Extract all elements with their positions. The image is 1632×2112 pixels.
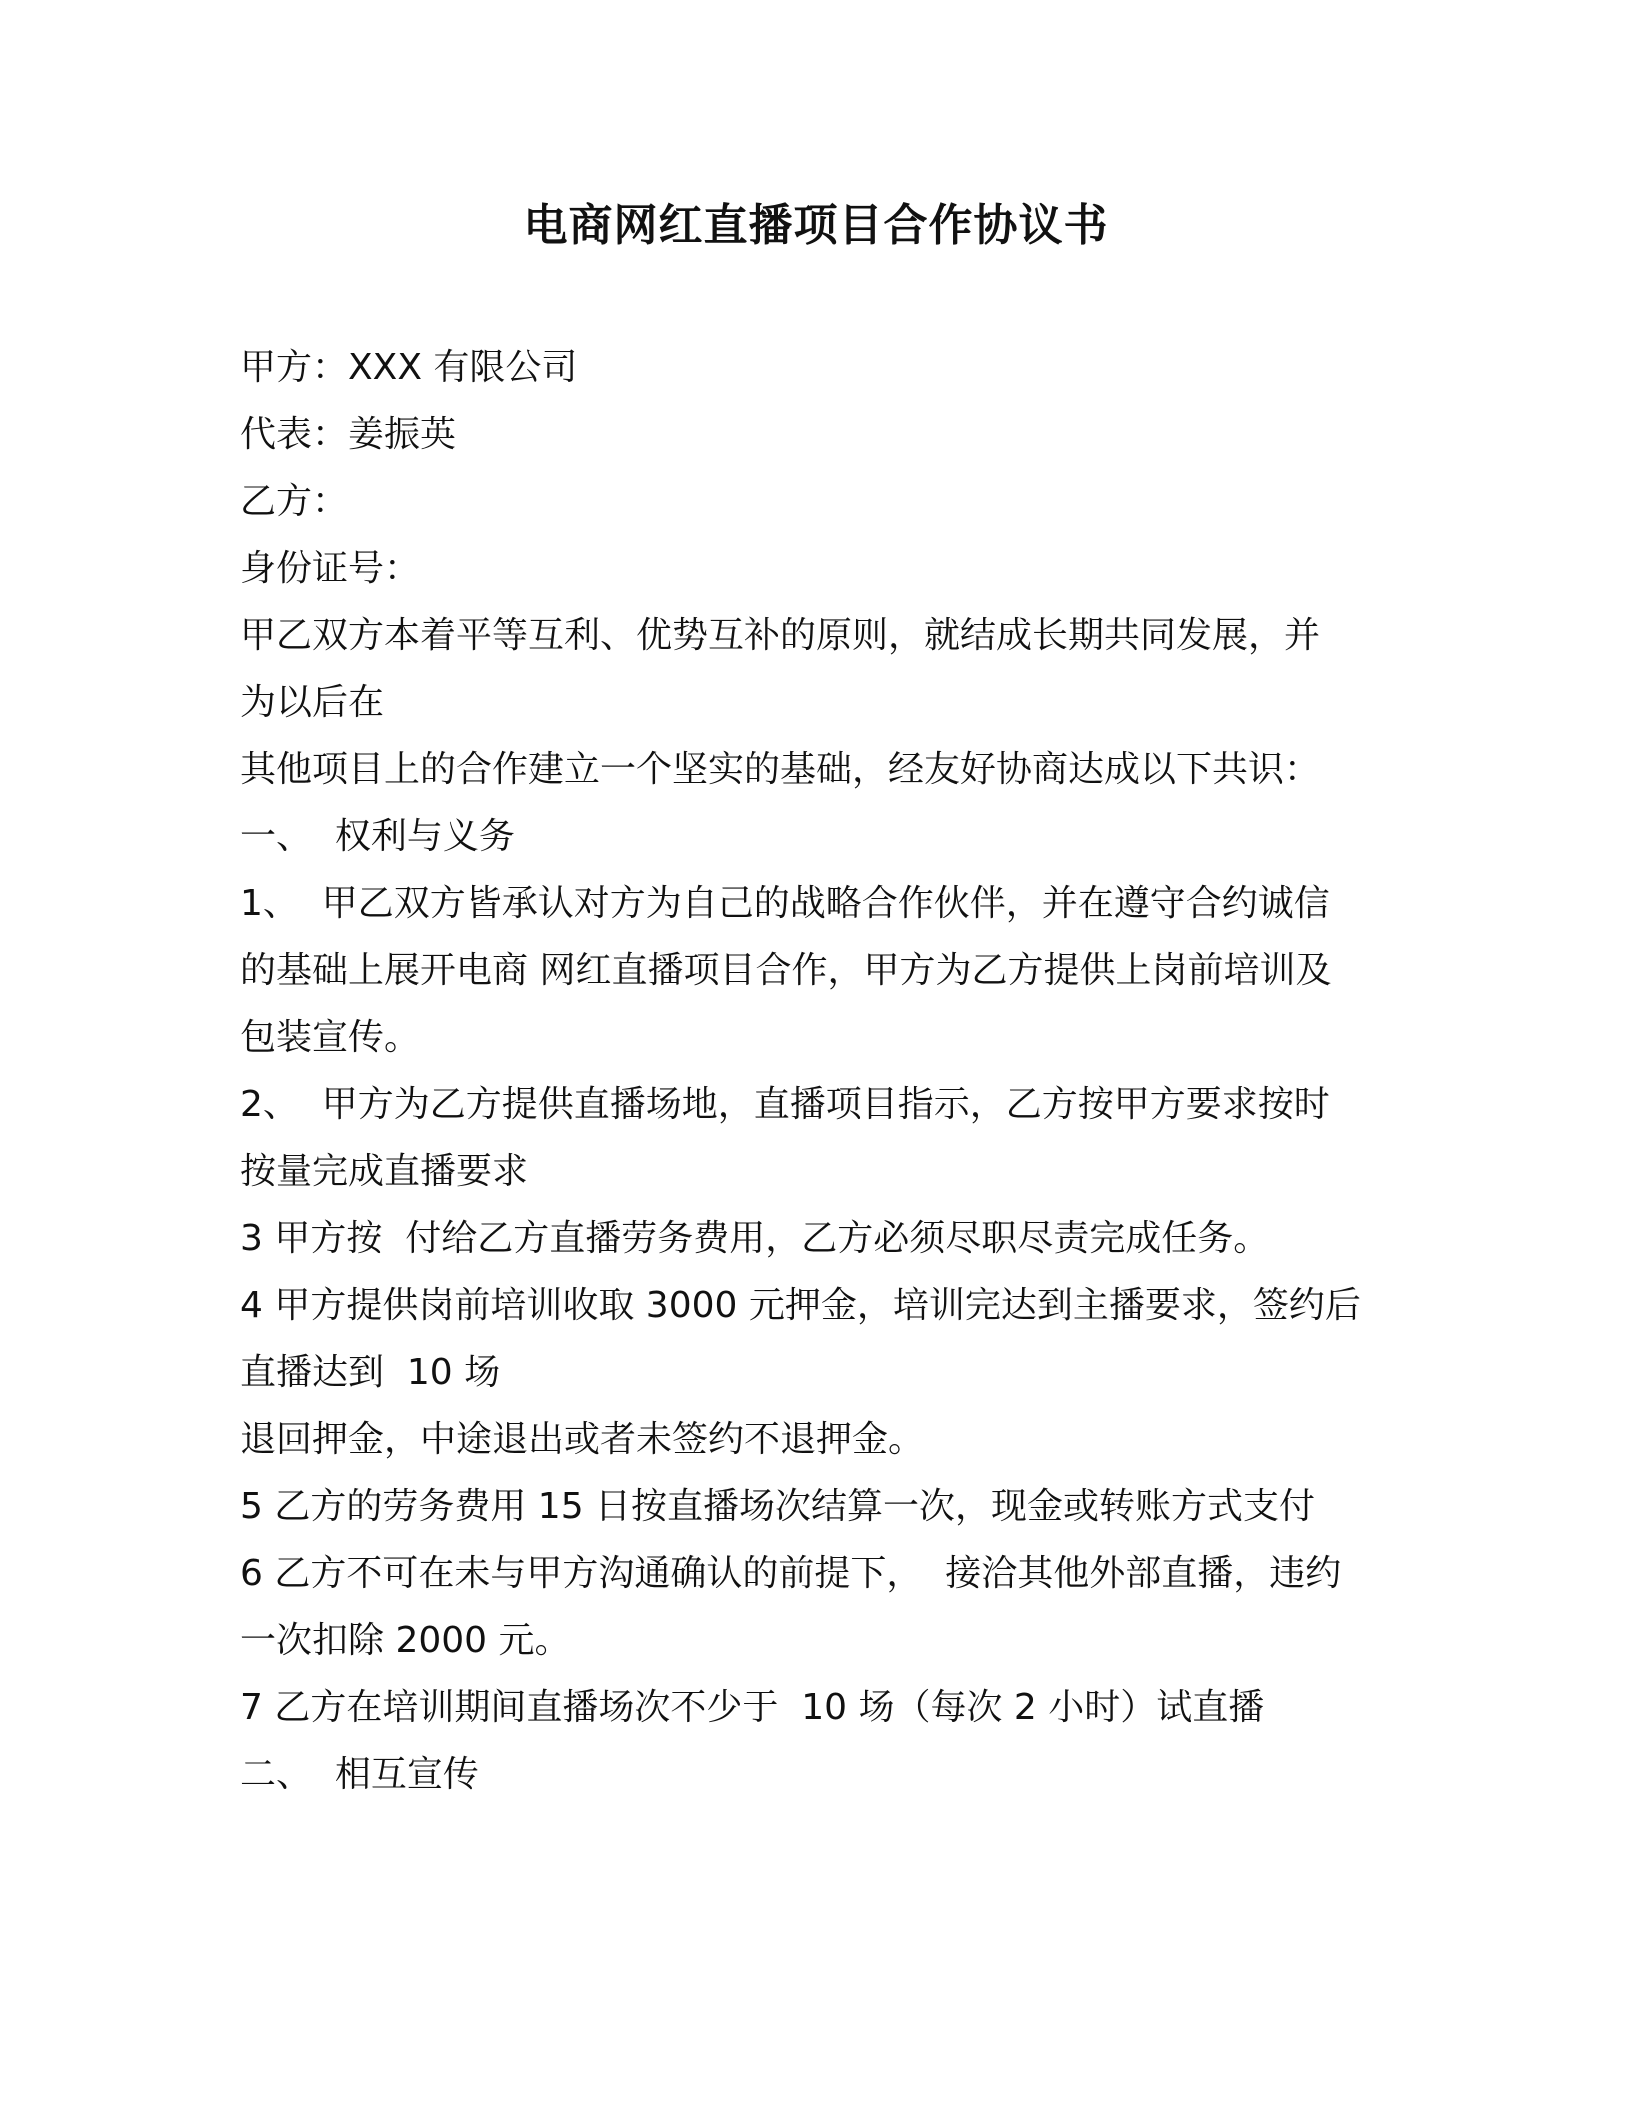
clause-line: 5 乙方的劳务费用 15 日按直播场次结算一次，现金或转账方式支付: [240, 1486, 1316, 1527]
clause-line: 2、 甲方为乙方提供直播场地，直播项目指示，乙方按甲方要求按时: [240, 1084, 1330, 1125]
clause-line: 按量完成直播要求: [240, 1151, 529, 1192]
clause-line: 一次扣除 2000 元。: [240, 1620, 571, 1661]
id-number-line: 身份证号：: [240, 548, 421, 589]
clause-line: 直播达到 10 场: [240, 1352, 501, 1393]
representative-line: 代表：姜振英: [240, 414, 457, 455]
clause-line: 7 乙方在培训期间直播场次不少于 10 场（每次 2 小时）试直播: [240, 1687, 1265, 1728]
document-title: 电商网红直播项目合作协议书: [523, 200, 1109, 251]
party-a-line: 甲方：XXX 有限公司: [240, 347, 578, 388]
party-b-line: 乙方：: [240, 481, 349, 522]
clause-line: 3 甲方按 付给乙方直播劳务费用，乙方必须尽职尽责完成任务。: [240, 1218, 1270, 1259]
clause-line: 包装宣传。: [240, 1017, 421, 1058]
intro-line: 其他项目上的合作建立一个坚实的基础，经友好协商达成以下共识：: [240, 749, 1321, 790]
section-heading-rights: 一、 权利与义务: [240, 816, 515, 857]
clause-line: 的基础上展开电商 网红直播项目合作，甲方为乙方提供上岗前培训及: [240, 950, 1332, 991]
clause-line: 退回押金，中途退出或者未签约不退押金。: [240, 1419, 925, 1460]
intro-line: 甲乙双方本着平等互利、优势互补的原则，就结成长期共同发展，并: [240, 615, 1321, 656]
clause-line: 6 乙方不可在未与甲方沟通确认的前提下， 接洽其他外部直播，违约: [240, 1553, 1342, 1594]
clause-line: 4 甲方提供岗前培训收取 3000 元押金，培训完达到主播要求，签约后: [240, 1285, 1361, 1326]
clause-line: 1、 甲乙双方皆承认对方为自己的战略合作伙伴，并在遵守合约诚信: [240, 883, 1330, 924]
intro-line: 为以后在: [240, 682, 385, 723]
section-heading-promotion: 二、 相互宣传: [240, 1754, 479, 1795]
